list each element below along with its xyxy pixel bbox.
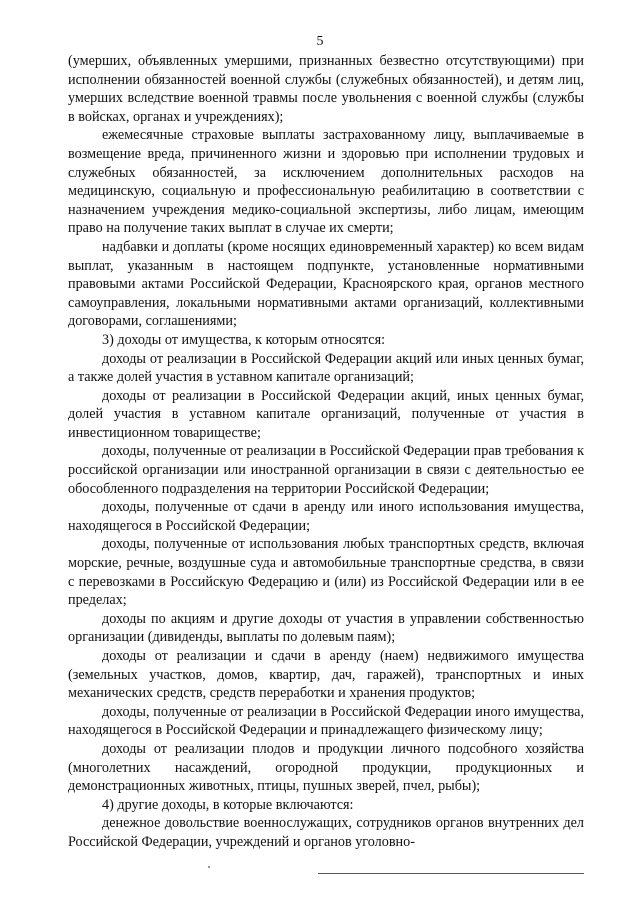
document-body — [68, 52, 584, 852]
paragraph: доходы по акциям и другие доходы от участия в управлении собственностью организации (дивиденды, выплаты по долевым паям); — [68, 610, 584, 646]
paragraph: доходы от реализации плодов и продукции личного подсобного хозяйства (многолетних насаждений, огородной продукции, продукционных и демонстрационных животных, птицы, пушных зверей, пчел, рыбы); — [68, 740, 584, 795]
paragraph: доходы от реализации в Российской Федерации акций, иных ценных бумаг, долей участия в уставном капитале организаций, полученные от участия в инвестиционном товариществе; — [68, 387, 584, 441]
scan-dot-mark — [208, 866, 210, 868]
paragraph: денежное довольствие военнослужащих, сотрудников органов внутренних дел Российской Федерации, учреждений и органов уголовно- — [68, 815, 584, 850]
section-heading-property-income: 3) доходы от имущества, к которым относятся: — [102, 331, 386, 348]
page-number: 5 — [316, 34, 324, 49]
paragraph: доходы, полученные от сдачи в аренду или иного использования имущества, находящегося в Российской Федерации; — [68, 499, 584, 534]
paragraph: ежемесячные страховые выплаты застрахованному лицу, выплачиваемые в возмещение вреда, причиненного жизни и здоровью при исполнении трудовых и служебных обязанностей, за исключением дополнительных расходов на медицинскую, социальную и профессиональную реабилитацию в соответствии с назначением учреждения медико-социальной экспертизы, либо лицам, имеющим право на получение таких выплат в случае их смерти; — [68, 127, 584, 237]
paragraph: надбавки и доплаты (кроме носящих единовременный характер) ко всем видам выплат, указанным в настоящем подпункте, установленные нормативными правовыми актами Российской Федерации, Красноярского края, органов местного самоуправления, локальными нормативными актами организаций, коллективными договорами, соглашениями; — [68, 238, 584, 330]
section-heading-other-income: 4) другие доходы, в которые включаются: — [102, 796, 354, 813]
paragraph: доходы, полученные от использования любых транспортных средств, включая морские, речные, воздушные суда и автомобильные транспортные средства, в связи с перевозками в Российскую Федерацию и (или) из Российской Федерации или в ее пределах; — [68, 536, 584, 609]
paragraph: доходы, полученные от реализации в Российской Федерации иного имущества, находящегося в Российской Федерации и принадлежащего физическому лицу; — [68, 703, 584, 739]
paragraph-continuation: (умерших, объявленных умершими, признанных безвестно отсутствующими) при исполнении обязанностей военной службы (служебных обязанностей), и детям лиц, умерших вследствие военной травмы после увольнения с военной службы (службы в войсках, органах и учреждениях); — [68, 53, 584, 125]
paragraph: доходы от реализации в Российской Федерации акций или иных ценных бумаг, а также долей участия в уставном капитале организаций; — [68, 350, 584, 386]
paragraph: доходы от реализации и сдачи в аренду (наем) недвижимого имущества (земельных участков, домов, квартир, дач, гаражей), транспортных и иных механических средств, средств переработки и хранения продуктов; — [68, 648, 584, 702]
bottom-rule — [318, 873, 584, 874]
paragraph: доходы, полученные от реализации в Российской Федерации прав требования к российской организации или иностранной организации в связи с деятельностью ее обособленного подразделения на территории Российской Федерации; — [68, 443, 584, 497]
